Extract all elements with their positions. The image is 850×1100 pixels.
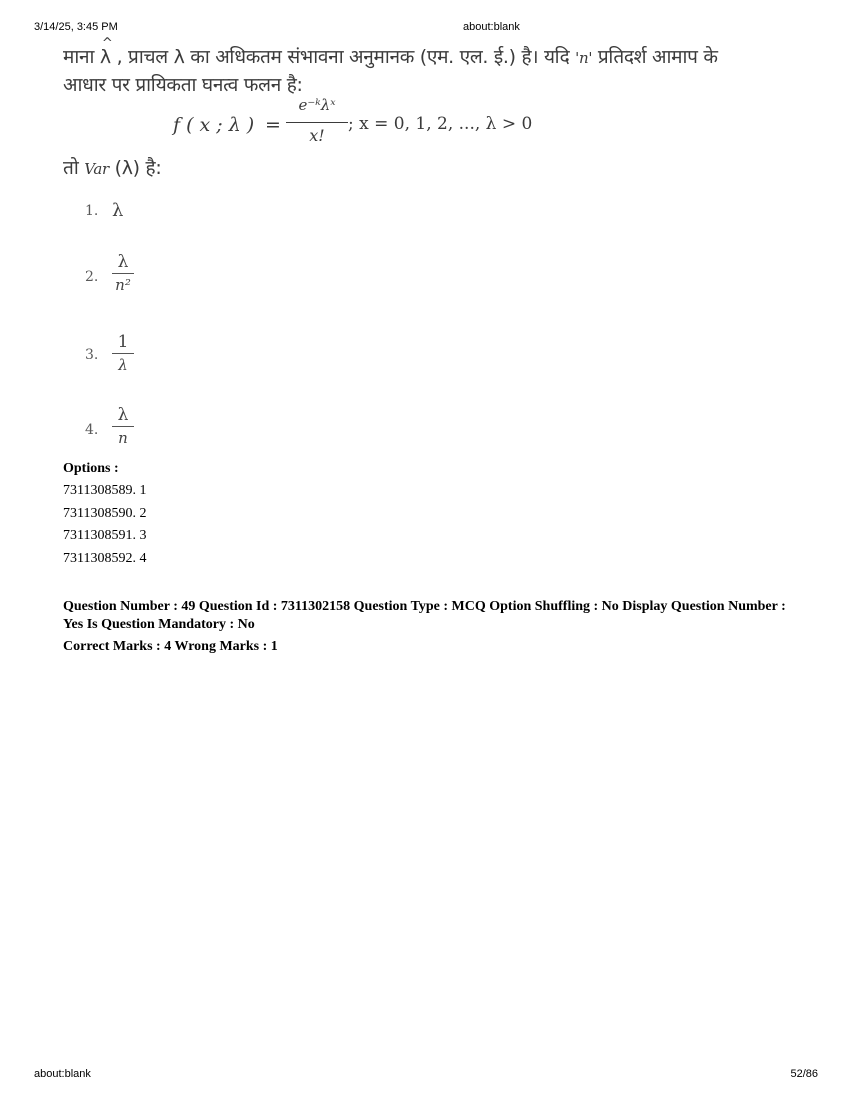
options-list	[63, 480, 146, 570]
formula-denominator: x!	[309, 126, 325, 145]
formula-equals: =	[265, 114, 281, 136]
choice-fraction	[112, 253, 134, 294]
fraction-bar	[112, 273, 134, 274]
choice-fraction	[112, 333, 134, 374]
option-row: 7311308592. 4	[63, 550, 147, 566]
formula-fraction-bar	[286, 122, 348, 123]
formula-numerator: e⁻ᵏλˣ	[298, 96, 336, 114]
question-info: Question Number : 49 Question Id : 7311302158 Question Type : MCQ Option Shuffling : No Display Question Number : Yes Is Question Mandatory : No	[63, 599, 786, 632]
pdf-formula	[173, 96, 573, 150]
fraction-bar	[112, 426, 134, 427]
option-row: 7311308589. 1	[63, 483, 147, 498]
var-label: Var	[84, 160, 109, 178]
fraction-bar	[112, 353, 134, 354]
question-text-part: , प्राचल λ का अधिकतम संभावना अनुमानक (एम. एल. ई.) है। यदि	[110, 46, 576, 68]
fraction-denominator: n	[118, 429, 128, 447]
question-text-part: (λ) है:	[108, 157, 162, 179]
choice-value: λ	[112, 200, 124, 221]
marks-info: Correct Marks : 4 Wrong Marks : 1	[63, 639, 278, 654]
question-text-part: माना	[63, 46, 100, 68]
choice-fraction	[112, 406, 134, 447]
options-title: Options :	[63, 461, 119, 476]
print-header-url: about:blank	[463, 21, 520, 33]
lambda-hat-symbol: ^ λ	[100, 46, 111, 68]
fraction-numerator: λ	[117, 252, 129, 272]
fraction-denominator: n²	[115, 276, 131, 294]
question-text-part: प्रतिदर्श आमाप के	[592, 46, 718, 68]
question-line-2: आधार पर प्रायिकता घनत्व फलन है:	[63, 74, 303, 96]
option-row: 7311308590. 2	[63, 505, 147, 521]
option-row: 7311308591. 3	[63, 528, 147, 543]
formula-condition: ; x = 0, 1, 2, ..., λ > 0	[348, 114, 533, 134]
question-line-1	[63, 43, 718, 69]
print-datetime: 3/14/25, 3:45 PM	[34, 21, 118, 33]
choice-label: 2.	[85, 269, 99, 285]
page-number: 52/86	[790, 1068, 818, 1080]
question-line-3	[63, 154, 161, 180]
choice-label: 1.	[85, 203, 99, 219]
formula-lhs: f ( x ; λ )	[173, 114, 255, 136]
question-text-part: तो	[63, 157, 85, 179]
fraction-numerator: 1	[117, 332, 129, 352]
fraction-denominator: λ	[118, 356, 128, 374]
fraction-numerator: λ	[117, 405, 129, 425]
print-footer-url: about:blank	[34, 1068, 91, 1080]
choice-label: 3.	[85, 347, 99, 363]
n-symbol: 'n'	[575, 49, 593, 67]
choice-label: 4.	[85, 422, 99, 438]
